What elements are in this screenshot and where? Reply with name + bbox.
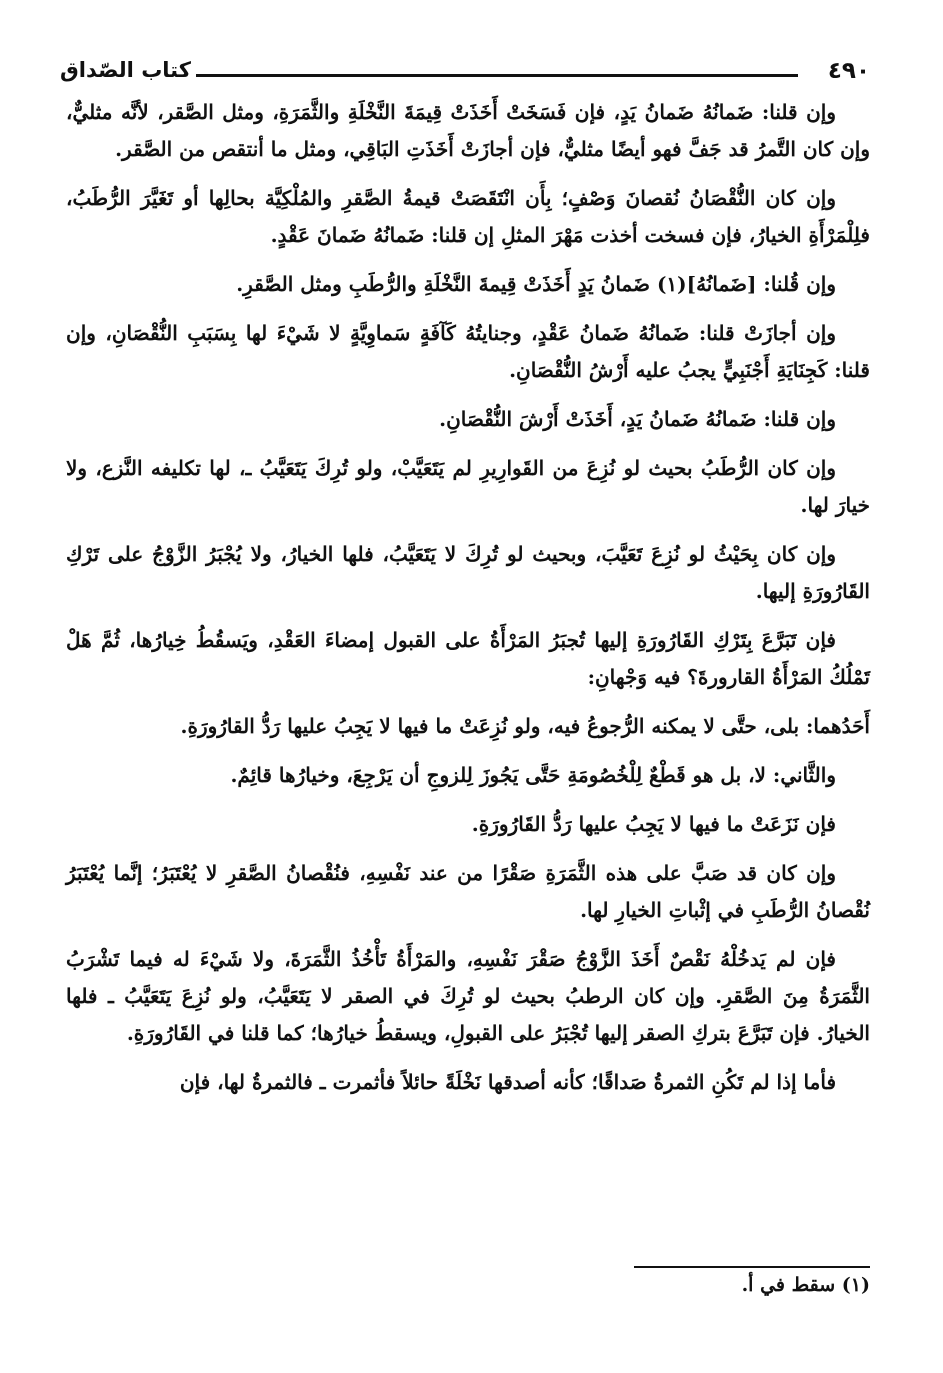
paragraph: فأما إذا لم تَكُنِ الثمرةُ صَداقًا؛ كأنه أصدقها نَخْلَةً حائلاً فأثمرت ـ فالثمرةُ لها، فإن xyxy=(179,1070,836,1094)
page-header xyxy=(60,52,870,92)
paragraph: والثَّاني: لا، بل هو قَطْعٌ لِلْخُصُومَةِ حَتَّى يَجُوزَ لِلزوجِ أن يَرْجِعَ، وخيارُها قائِمٌ. xyxy=(230,763,836,787)
paragraph: وإن كان بِحَيْثُ لو نُزِعَ تَعَيَّبَ، وبحيث لو تُرِكَ لا يَتَعَيَّبُ، فلها الخيارُ، ولا يُجْبَرُ الزَّوْجُ على تَرْكِ القَارُورَةِ إليها. xyxy=(66,542,870,603)
footnote: (١) سقط في أ. xyxy=(741,1274,870,1296)
paragraph: وإن كان النُّقْصَانُ نُقصانَ وَصْفٍ؛ بِأَن انْتَقَصَتْ قيمةُ الصَّقرِ والمُلْكِيَّة بحالِها أو تَغَيَّرَ الرُّطَبُ، فلِلْمَرْأَةِ الخيارُ، فإن فسخت أخذت مَهْرَ المثلِ إن قلنا: ضَمانُهُ ضَمانَ عَقْدٍ. xyxy=(66,186,870,247)
paragraph: أَحَدُهما: بلى، حتَّى لا يمكنه الرُّجوعُ فيه، ولو نُزِعَتْ ما فيها لا يَجِبُ عليها رَدُّ القارُورَةِ. xyxy=(180,714,870,738)
header-rule xyxy=(196,74,798,77)
paragraph: فإن تَبَرَّعَ بِتَرْكِ القَارُورَةِ إليها تُجبَرُ المَرْأَةُ على القبول إمضاءَ العَقْدِ، ويَسقُطُ خِيارُها، ثُمَّ هَلْ تَمْلُكُ المَرْأَةُ القارورةَ؟ فيه وَجْهانِ: xyxy=(66,628,870,689)
paragraph: وإن قُلنا: [ضَمانُهُ](١) ضَمانُ يَدٍ أَخَذَتْ قِيمةَ النَّخْلَةِ والرُّطَبِ ومثل الصَّقرِ. xyxy=(236,272,836,296)
main-text xyxy=(66,94,870,1113)
paragraph: وإن قلنا: ضَمانُهُ ضَمانُ يَدٍ، فإن فَسَخَتْ أَخَذَتْ قِيمَةَ النَّخْلَةِ والثَّمَرَةِ، ومثل الصَّقر، لأنَّه مثليٌّ، وإن كان التَّمرُ قد جَفَّ فهو أيضًا مثليٌّ، فإن أجازَتْ أَخَذَتِ البَاقِي، ومثل ما أنتقص من الصَّقر. xyxy=(66,100,870,161)
paragraph: وإن كان قد صَبَّ على هذه الثَّمَرَةِ صَقْرًا من عند نَفْسِهِ، فنُقْصانُ الصَّقرِ لا يُعْتَبَرُ؛ إنَّما يُعْتَبَرُ نُقْصانُ الرُّطَبِ في إثْباتِ الخيارِ لها. xyxy=(66,861,870,922)
paragraph: وإن كان الرُّطَبُ بحيث لو نُزِعَ من القَوارِيرِ لم يَتَعَيَّبْ، ولو تُرِكَ يَتَعَيَّبُ ـ، لها تكليفه النَّزع، ولا خيارَ لها. xyxy=(66,456,870,517)
paragraph: وإن أجازَتْ قلنا: ضَمانُهُ ضَمانُ عَقْدٍ، وجنايتُهُ كَآفَةٍ سَماوِيَّةٍ لا شَيْءَ لها بِسَبَبِ النُّقْصَانِ، وإن قلنا: كَجِنَايَةِ أَجْنَبِيٍّ يجبُ عليه أَرْشُ النُّقْصَانِ. xyxy=(66,321,870,382)
paragraph: وإن قلنا: ضَمانُهُ ضَمانُ يَدٍ، أَخَذَتْ أَرْشَ النُّقْصَانِ. xyxy=(439,407,836,431)
footnote-rule xyxy=(634,1266,870,1268)
page-number: ٤٩٠ xyxy=(827,58,870,84)
paragraph: فإن لم يَدخُلْهُ نَقْصٌ أَخَذَ الزَّوْجُ صَقْرَ نَفْسِهِ، والمَرْأَةُ تَأْخُذُ الثَّمَرَةَ، ولا شَيْءَ له فيما تَشْرَبُ الثَّمَرَةُ مِنَ الصَّقرِ. وإن كان الرطبُ بحيث لو تُرِكَ في الصقر لا يَتَعَيَّبُ، ولو نُزِعَ يَتَعَيَّبُ ـ فلها الخيارُ. فإن تَبَرَّعَ بتركِ الصقر إليها تُجْبَرُ على القبولِ، ويسقطُ خيارُها؛ كما قلنا في القَارُورَةِ. xyxy=(66,947,870,1045)
book-title: كتاب الصّداق xyxy=(60,58,191,82)
paragraph: فإن نَزَعَتْ ما فيها لا يَجِبُ عليها رَدُّ القَارُورَةِ. xyxy=(471,812,836,836)
